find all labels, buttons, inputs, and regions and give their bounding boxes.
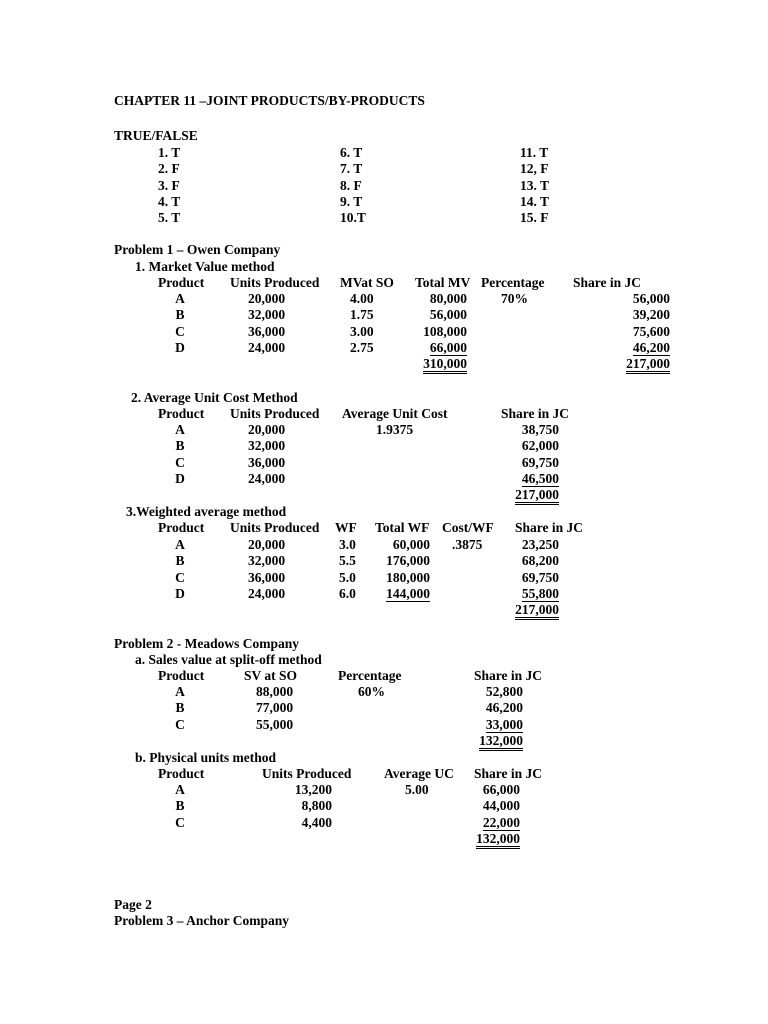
wa-header-product: Product bbox=[158, 520, 205, 535]
table-cell: 69,750 bbox=[521, 454, 559, 470]
tf-answer: 12, F bbox=[520, 161, 549, 177]
table-cell: A bbox=[175, 537, 185, 552]
table-cell: 24,000 bbox=[248, 339, 286, 355]
wa-units-col bbox=[248, 537, 285, 602]
mv-header-units: Units Produced bbox=[230, 275, 320, 290]
sv-share-col bbox=[460, 684, 523, 749]
auc-header-units: Units Produced bbox=[230, 406, 320, 421]
mv-method-heading: 1. Market Value method bbox=[135, 259, 275, 274]
table-cell: A bbox=[175, 782, 185, 797]
wa-cost-wf-cell: .3875 bbox=[452, 537, 483, 552]
tf-answer: 14. T bbox=[520, 193, 550, 209]
tf-answer: 13. T bbox=[520, 177, 550, 193]
table-cell: 62,000 bbox=[521, 438, 559, 454]
tf-answer: 5. T bbox=[158, 210, 181, 226]
sv-product-col bbox=[160, 684, 200, 733]
mv-share-col bbox=[580, 291, 670, 372]
mv-header-percentage: Percentage bbox=[481, 275, 545, 290]
tf-answer: 6. T bbox=[340, 145, 363, 160]
auc-product-col bbox=[160, 422, 200, 487]
table-cell bbox=[480, 471, 559, 487]
tf-column-3 bbox=[520, 145, 549, 226]
table-cell: 88,000 bbox=[256, 684, 294, 699]
table-cell: 20,000 bbox=[248, 537, 286, 552]
table-cell: 4.00 bbox=[350, 291, 374, 306]
underlined-value: 22,000 bbox=[482, 814, 520, 830]
total-share-value: 132,000 bbox=[476, 831, 520, 849]
table-cell: 32,000 bbox=[248, 307, 286, 323]
table-cell: A bbox=[175, 422, 185, 437]
tf-answer: 9. T bbox=[340, 193, 363, 209]
table-cell: B bbox=[175, 438, 185, 454]
true-false-heading: TRUE/FALSE bbox=[114, 128, 198, 143]
table-cell: C bbox=[175, 814, 185, 830]
mv-total-mv-col bbox=[396, 291, 467, 372]
table-cell bbox=[460, 815, 520, 831]
sv-method-heading: a. Sales value at split-off method bbox=[135, 652, 322, 667]
table-cell: 32,000 bbox=[248, 438, 286, 454]
mv-header-share: Share in JC bbox=[573, 275, 642, 290]
mv-mvatso-col bbox=[350, 291, 374, 356]
wa-header-units: Units Produced bbox=[230, 520, 320, 535]
table-cell bbox=[580, 340, 670, 356]
table-cell bbox=[460, 717, 523, 733]
table-cell: 4,400 bbox=[301, 814, 332, 830]
table-cell: 8,800 bbox=[301, 798, 332, 814]
underlined-value: 55,800 bbox=[521, 585, 559, 601]
table-cell: A bbox=[175, 291, 185, 306]
auc-share-col bbox=[480, 422, 559, 503]
table-cell: 6.0 bbox=[339, 585, 356, 601]
table-total bbox=[396, 356, 467, 372]
table-cell: D bbox=[175, 339, 185, 355]
tf-answer: 3. F bbox=[158, 177, 180, 193]
auc-units-col bbox=[248, 422, 285, 487]
wa-wf-col bbox=[339, 537, 356, 602]
total-share-value: 217,000 bbox=[626, 356, 670, 374]
pu-header-product: Product bbox=[158, 766, 205, 781]
table-cell: 5.0 bbox=[339, 569, 356, 585]
table-cell: B bbox=[175, 553, 185, 569]
table-cell: 13,200 bbox=[294, 782, 332, 797]
auc-header-avg-unit-cost: Average Unit Cost bbox=[342, 406, 448, 421]
tf-answer: 8. F bbox=[340, 177, 362, 193]
table-cell: B bbox=[175, 307, 185, 323]
table-cell: 39,200 bbox=[632, 307, 670, 323]
table-cell: 36,000 bbox=[248, 454, 286, 470]
table-cell: 68,200 bbox=[521, 553, 559, 569]
sv-header-percentage: Percentage bbox=[338, 668, 402, 683]
table-cell: 60,000 bbox=[392, 537, 430, 552]
underlined-value: 46,200 bbox=[632, 339, 670, 355]
pu-header-share: Share in JC bbox=[474, 766, 543, 781]
table-total bbox=[480, 602, 559, 618]
auc-header-product: Product bbox=[158, 406, 205, 421]
underlined-value: 144,000 bbox=[386, 585, 430, 601]
mv-product-col bbox=[160, 291, 200, 356]
wa-method-heading: 3.Weighted average method bbox=[126, 504, 287, 519]
table-cell: 75,600 bbox=[632, 323, 670, 339]
table-cell: 32,000 bbox=[248, 553, 286, 569]
table-cell bbox=[480, 586, 559, 602]
table-cell: 77,000 bbox=[256, 700, 294, 716]
table-cell: 69,750 bbox=[521, 569, 559, 585]
table-total bbox=[480, 487, 559, 503]
sv-header-product: Product bbox=[158, 668, 205, 683]
pu-average-uc-cell: 5.00 bbox=[405, 782, 429, 797]
mv-units-col bbox=[248, 291, 285, 356]
table-cell: 2.75 bbox=[350, 339, 374, 355]
wa-share-col bbox=[480, 537, 559, 618]
table-cell: 20,000 bbox=[248, 422, 286, 437]
sv-value-col bbox=[256, 684, 293, 733]
total-share-value: 217,000 bbox=[515, 487, 559, 505]
pu-header-units: Units Produced bbox=[262, 766, 352, 781]
wa-header-cost-wf: Cost/WF bbox=[442, 520, 494, 535]
table-cell: 56,000 bbox=[429, 307, 467, 323]
underlined-value: 33,000 bbox=[485, 716, 523, 732]
pu-header-average-uc: Average UC bbox=[384, 766, 454, 781]
table-cell: D bbox=[175, 585, 185, 601]
page-title: CHAPTER 11 –JOINT PRODUCTS/BY-PRODUCTS bbox=[114, 93, 425, 108]
auc-header-share: Share in JC bbox=[501, 406, 570, 421]
table-cell: C bbox=[175, 716, 185, 732]
wa-header-total-wf: Total WF bbox=[375, 520, 430, 535]
page-number: Page 2 bbox=[114, 897, 152, 912]
table-cell: 66,000 bbox=[482, 782, 520, 797]
table-cell: 3.00 bbox=[350, 323, 374, 339]
tf-answer: 7. T bbox=[340, 161, 363, 177]
table-cell: 20,000 bbox=[248, 291, 286, 306]
table-cell: 55,000 bbox=[256, 716, 294, 732]
table-total bbox=[460, 733, 523, 749]
tf-column-1 bbox=[158, 145, 180, 226]
tf-answer: 10.T bbox=[340, 210, 366, 226]
tf-answer: 2. F bbox=[158, 161, 180, 177]
table-total bbox=[580, 356, 670, 372]
auc-method-heading: 2. Average Unit Cost Method bbox=[131, 390, 298, 405]
table-cell: 23,250 bbox=[521, 537, 559, 552]
tf-answer: 1. T bbox=[158, 145, 181, 160]
pu-share-col bbox=[460, 782, 520, 847]
table-cell: 108,000 bbox=[423, 323, 467, 339]
problem1-heading: Problem 1 – Owen Company bbox=[114, 242, 281, 257]
table-cell: 24,000 bbox=[248, 585, 286, 601]
wa-header-share: Share in JC bbox=[515, 520, 584, 535]
table-cell: 176,000 bbox=[386, 553, 430, 569]
tf-answer: 4. T bbox=[158, 193, 181, 209]
mv-header-total-mv: Total MV bbox=[415, 275, 471, 290]
total-share-value: 132,000 bbox=[479, 733, 523, 751]
table-cell: 38,750 bbox=[521, 422, 559, 437]
wa-total-wf-col bbox=[372, 537, 430, 602]
table-cell: 36,000 bbox=[248, 323, 286, 339]
pu-units-col bbox=[290, 782, 332, 831]
mv-header-product: Product bbox=[158, 275, 205, 290]
pu-method-heading: b. Physical units method bbox=[135, 750, 277, 765]
pu-product-col bbox=[160, 782, 200, 831]
table-cell: C bbox=[175, 323, 185, 339]
table-total bbox=[460, 831, 520, 847]
auc-avg-unit-cost-cell: 1.9375 bbox=[376, 422, 414, 437]
sv-header-share: Share in JC bbox=[474, 668, 543, 683]
table-cell: 56,000 bbox=[632, 291, 670, 306]
tf-answer: 15. F bbox=[520, 210, 549, 226]
sv-percentage-cell: 60% bbox=[358, 684, 385, 699]
table-cell: 180,000 bbox=[386, 569, 430, 585]
sv-header-sv-at-so: SV at SO bbox=[244, 668, 298, 683]
table-cell: C bbox=[175, 454, 185, 470]
wa-header-wf: WF bbox=[335, 520, 357, 535]
table-cell bbox=[396, 340, 467, 356]
table-cell: C bbox=[175, 569, 185, 585]
table-cell: 3.0 bbox=[339, 537, 356, 552]
table-cell: 1.75 bbox=[350, 307, 374, 323]
table-cell: B bbox=[175, 798, 185, 814]
table-cell: 24,000 bbox=[248, 470, 286, 486]
wa-product-col bbox=[160, 537, 200, 602]
tf-answer: 11. T bbox=[520, 145, 549, 160]
tf-column-2 bbox=[340, 145, 366, 226]
underlined-value: 46,500 bbox=[521, 470, 559, 486]
table-cell bbox=[372, 586, 430, 602]
table-cell: 80,000 bbox=[429, 291, 467, 306]
table-cell: A bbox=[175, 684, 185, 699]
table-cell: 52,800 bbox=[485, 684, 523, 699]
problem3-heading: Problem 3 – Anchor Company bbox=[114, 913, 290, 928]
total-mv-value: 310,000 bbox=[423, 356, 467, 374]
problem2-heading: Problem 2 - Meadows Company bbox=[114, 636, 299, 651]
underlined-value: 66,000 bbox=[429, 339, 467, 355]
table-cell: B bbox=[175, 700, 185, 716]
total-share-value: 217,000 bbox=[515, 602, 559, 620]
table-cell: 36,000 bbox=[248, 569, 286, 585]
table-cell: D bbox=[175, 470, 185, 486]
table-cell: 5.5 bbox=[339, 553, 356, 569]
table-cell: 44,000 bbox=[482, 798, 520, 814]
mv-percentage-cell: 70% bbox=[501, 291, 528, 306]
table-cell: 46,200 bbox=[485, 700, 523, 716]
mv-header-mv-at-so: MVat SO bbox=[340, 275, 394, 290]
